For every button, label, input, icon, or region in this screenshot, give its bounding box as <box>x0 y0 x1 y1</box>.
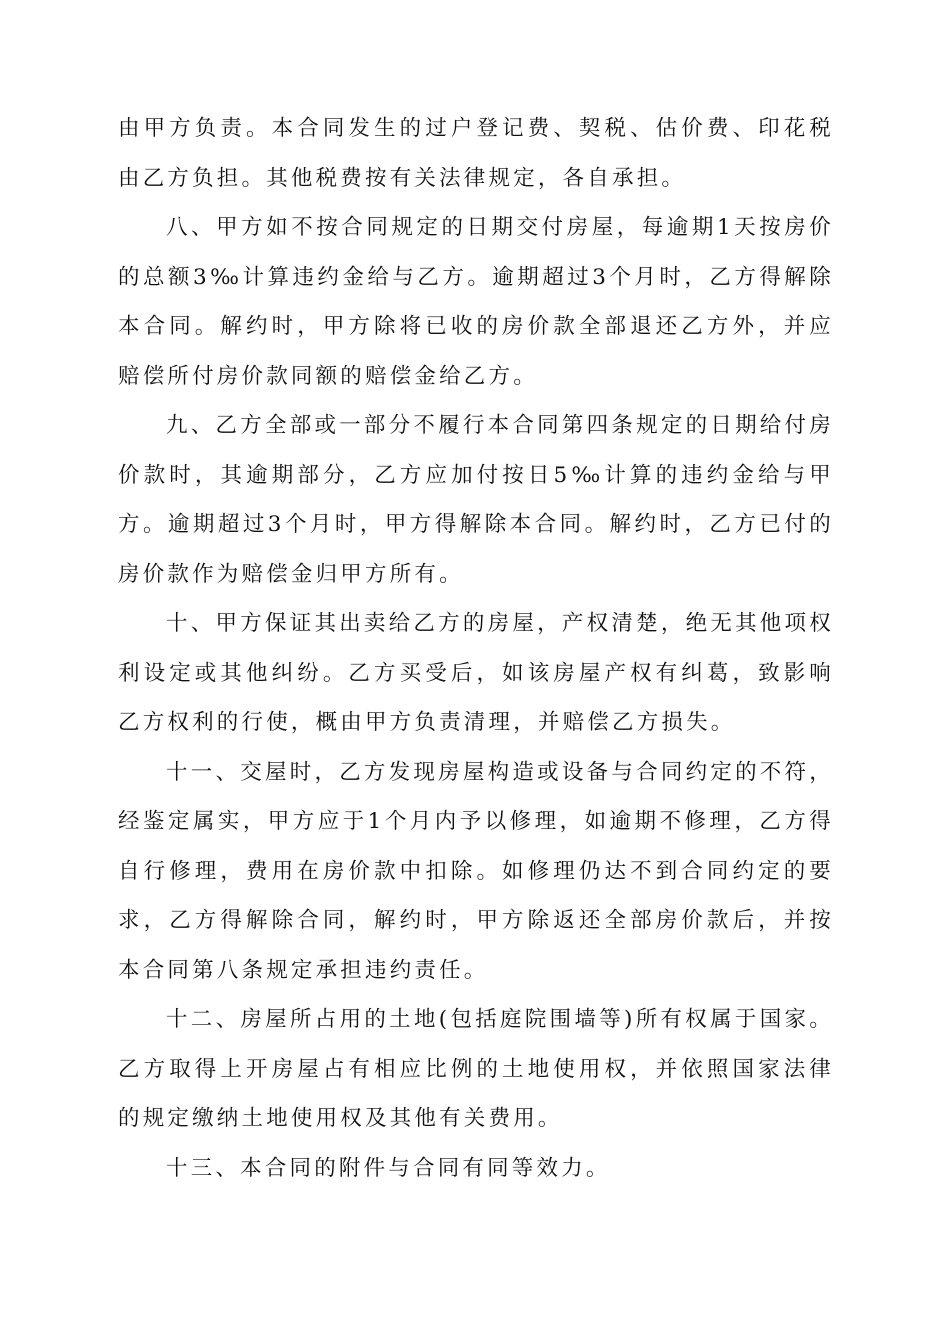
paragraph-continuation: 由甲方负责。本合同发生的过户登记费、契税、估价费、印花税由乙方负担。其他税费按有关法律规定，各自承担。 <box>118 116 834 191</box>
paragraph-clause-9: 九、乙方全部或一部分不履行本合同第四条规定的日期给付房价款时，其逾期部分，乙方应加付按日5‰计算的违约金给与甲方。逾期超过3个月时，甲方得解除本合同。解约时，乙方已付的房价款作为赔偿金归甲方所有。 <box>118 413 834 587</box>
paragraph-clause-11: 十一、交屋时，乙方发现房屋构造或设备与合同约定的不符，经鉴定属实，甲方应于1个月内予以修理，如逾期不修理，乙方得自行修理，费用在房价款中扣除。如修理仍达不到合同约定的要求，乙方得解除合同，解约时，甲方除返还全部房价款后，并按本合同第八条规定承担违约责任。 <box>118 759 834 983</box>
document-body <box>118 104 834 1193</box>
paragraph-clause-8: 八、甲方如不按合同规定的日期交付房屋，每逾期1天按房价的总额3‰计算违约金给与乙方。逾期超过3个月时，乙方得解除本合同。解约时，甲方除将已收的房价款全部退还乙方外，并应赔偿所付房价款同额的赔偿金给乙方。 <box>118 215 834 389</box>
paragraph-clause-13: 十三、本合同的附件与合同有同等效力。 <box>166 1155 611 1181</box>
paragraph-clause-12: 十二、房屋所占用的土地(包括庭院围墙等)所有权属于国家。乙方取得上开房屋占有相应比例的土地使用权，并依照国家法律的规定缴纳土地使用权及其他有关费用。 <box>118 1007 834 1131</box>
paragraph-clause-10: 十、甲方保证其出卖给乙方的房屋，产权清楚，绝无其他项权利设定或其他纠纷。乙方买受后，如该房屋产权有纠葛，致影响乙方权利的行使，概由甲方负责清理，并赔偿乙方损失。 <box>118 611 834 735</box>
